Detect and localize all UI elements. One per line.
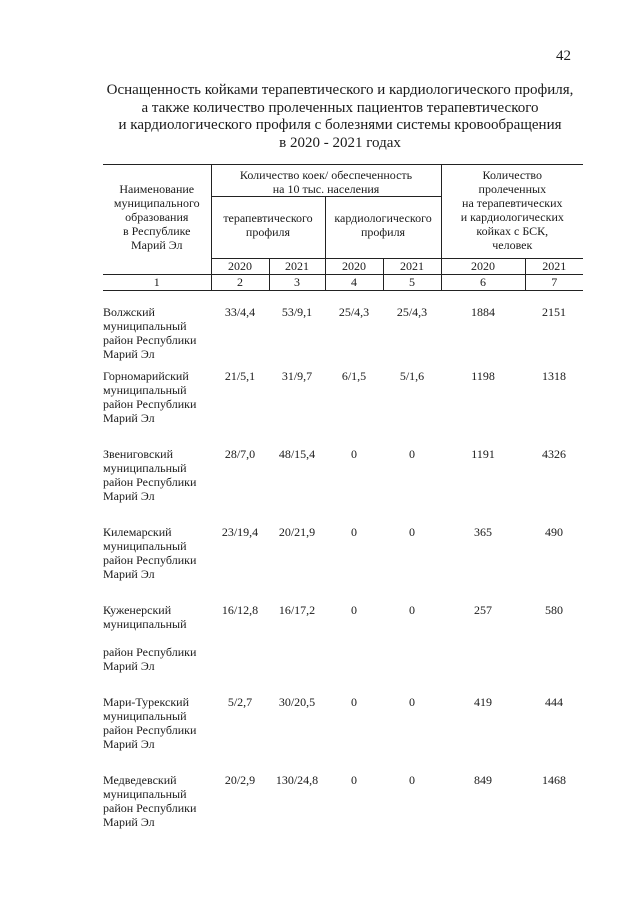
- header-text: на 10 тыс. населения: [272, 182, 380, 196]
- header-text: муниципального: [113, 196, 200, 210]
- municipality-name-line: [103, 631, 211, 645]
- cell-value: 23/19,4: [221, 524, 259, 539]
- header-text: профиля: [245, 225, 291, 239]
- header-text: койках с БСК,: [476, 224, 549, 238]
- municipality-name-line: муниципальный: [103, 382, 187, 397]
- column-number: 1: [103, 275, 211, 291]
- cell-value: 5/2,7: [227, 694, 253, 709]
- cell-value: 33/4,4: [224, 305, 256, 319]
- column-number: 4: [325, 275, 383, 291]
- cell-value: 0: [351, 602, 357, 617]
- cell-value: 419: [474, 694, 493, 709]
- municipality-name-line: Марий Эл: [103, 658, 155, 673]
- table-row: [103, 369, 583, 447]
- header-beds: [211, 165, 441, 197]
- cell-value: 130/24,8: [275, 772, 319, 787]
- cell-value: 444: [545, 694, 564, 709]
- header-text: в Республике: [123, 224, 191, 238]
- municipality-name-line: район Республики: [103, 722, 197, 737]
- header-text: кардиологического: [334, 211, 432, 225]
- cell-value: 0: [409, 446, 416, 461]
- cell-value: 28/7,0: [224, 446, 256, 461]
- cell-value: 1884: [471, 305, 496, 319]
- header-text: пролеченных: [478, 182, 547, 196]
- cell-value: 25/4,3: [396, 305, 428, 319]
- table-row: [103, 603, 583, 695]
- header-text: и кардиологических: [460, 210, 564, 224]
- cell-value: 0: [351, 694, 357, 709]
- cell-value: 0: [351, 772, 357, 787]
- municipality-name-line: Марий Эл: [103, 488, 155, 503]
- municipality-name-line: муниципальный: [103, 786, 187, 801]
- municipality-name-line: район Республики: [103, 552, 197, 567]
- cell-value: 6/1,5: [341, 368, 367, 383]
- municipality-name-line: муниципальный: [103, 460, 187, 475]
- cell-value: 1318: [542, 368, 567, 383]
- cell-value: 53/9,1: [281, 305, 313, 319]
- header-text: профиля: [360, 225, 406, 239]
- header-year: 2021: [269, 259, 325, 275]
- municipality-name: [103, 773, 211, 853]
- municipality-name-line: район Республики: [103, 644, 197, 659]
- municipality-name-line: Марий Эл: [103, 566, 155, 581]
- municipality-name: [103, 695, 211, 773]
- municipality-name-line: муниципальный: [103, 616, 187, 631]
- municipality-name: [103, 447, 211, 525]
- page-number: 42: [556, 48, 571, 64]
- municipality-name-line: район Республики: [103, 333, 197, 347]
- cell-value: 257: [474, 602, 493, 617]
- municipality-name-line: Медведевский: [103, 772, 177, 787]
- header-year: 2020: [325, 259, 383, 275]
- municipality-name: [103, 291, 211, 369]
- title-line: в 2020 - 2021 годах: [279, 134, 401, 151]
- column-number: 3: [269, 275, 325, 291]
- municipality-name-line: Килемарский: [103, 524, 172, 539]
- municipality-name-line: Горномарийский: [103, 368, 189, 383]
- column-number: 2: [211, 275, 269, 291]
- table-row: [103, 773, 583, 853]
- cell-value: 16/12,8: [221, 602, 259, 617]
- cell-value: 580: [545, 602, 564, 617]
- cell-value: 0: [351, 446, 357, 461]
- header-year: 2020: [441, 259, 525, 275]
- cell-value: 0: [409, 602, 416, 617]
- header-year: 2021: [383, 259, 441, 275]
- header-treated: [441, 165, 583, 259]
- title-line: Оснащенность койками терапевтического и кардиологического профиля,: [106, 82, 574, 98]
- cell-value: 2151: [542, 305, 567, 319]
- municipality-name-line: район Республики: [103, 474, 197, 489]
- header-municipality: [103, 165, 211, 275]
- municipality-name-line: Марий Эл: [103, 410, 155, 425]
- document-title: [90, 82, 590, 152]
- cell-value: 849: [474, 772, 493, 787]
- header-year: 2020: [211, 259, 269, 275]
- table-row: [103, 695, 583, 773]
- municipality-name: [103, 525, 211, 603]
- municipality-name-line: Марий Эл: [103, 814, 155, 829]
- cell-value: 0: [409, 524, 416, 539]
- municipality-name-line: муниципальный: [103, 708, 187, 723]
- cell-value: 490: [545, 524, 564, 539]
- cell-value: 0: [351, 524, 357, 539]
- column-number: 5: [383, 275, 441, 291]
- municipality-name-line: Куженерский: [103, 602, 172, 617]
- cell-value: 25/4,3: [338, 305, 370, 319]
- cell-value: 21/5,1: [224, 368, 256, 383]
- municipality-name-line: район Республики: [103, 396, 197, 411]
- header-text: Марий Эл: [130, 238, 183, 252]
- header-text: Наименование: [119, 182, 195, 196]
- cell-value: 0: [409, 772, 416, 787]
- municipality-name-line: муниципальный: [103, 538, 187, 553]
- title-line: а также количество пролеченных пациентов терапевтического: [141, 99, 539, 116]
- column-number: 6: [441, 275, 525, 291]
- municipality-name-line: район Республики: [103, 800, 197, 815]
- table-row: [103, 291, 583, 369]
- header-cardiology: [325, 197, 441, 259]
- municipality-name-line: Мари-Турекский: [103, 694, 190, 709]
- cell-value: 48/15,4: [278, 446, 316, 461]
- municipality-name-line: Марий Эл: [103, 736, 155, 751]
- header-text: человек: [492, 238, 533, 252]
- header-text: на терапевтических: [462, 196, 563, 210]
- cell-value: 1468: [542, 772, 567, 787]
- header-text: Количество коек/ обеспеченность: [239, 168, 413, 182]
- cell-value: 31/9,7: [281, 368, 313, 383]
- cell-value: 20/21,9: [278, 524, 316, 539]
- table-row: [103, 525, 583, 603]
- hospital-beds-table: [103, 164, 583, 853]
- cell-value: 0: [409, 694, 416, 709]
- cell-value: 16/17,2: [278, 602, 316, 617]
- municipality-name-line: Волжский: [103, 305, 155, 319]
- cell-value: 1191: [471, 446, 495, 461]
- header-text: образования: [125, 210, 189, 224]
- header-therapeutic: [211, 197, 325, 259]
- municipality-name: [103, 603, 211, 695]
- title-line: и кардиологического профиля с болезнями системы кровообращения: [118, 117, 562, 133]
- cell-value: 30/20,5: [278, 694, 316, 709]
- column-number: 7: [525, 275, 583, 291]
- municipality-name-line: Марий Эл: [103, 347, 155, 361]
- municipality-name: [103, 369, 211, 447]
- header-year: 2021: [525, 259, 583, 275]
- municipality-name-line: муниципальный: [103, 319, 187, 333]
- header-text: терапевтического: [223, 211, 313, 225]
- table-row: [103, 447, 583, 525]
- municipality-name-line: Звениговский: [103, 446, 173, 461]
- cell-value: 5/1,6: [399, 368, 425, 383]
- cell-value: 365: [474, 524, 493, 539]
- cell-value: 20/2,9: [224, 772, 256, 787]
- cell-value: 1198: [471, 368, 495, 383]
- cell-value: 4326: [542, 446, 567, 461]
- header-text: Количество: [482, 168, 543, 182]
